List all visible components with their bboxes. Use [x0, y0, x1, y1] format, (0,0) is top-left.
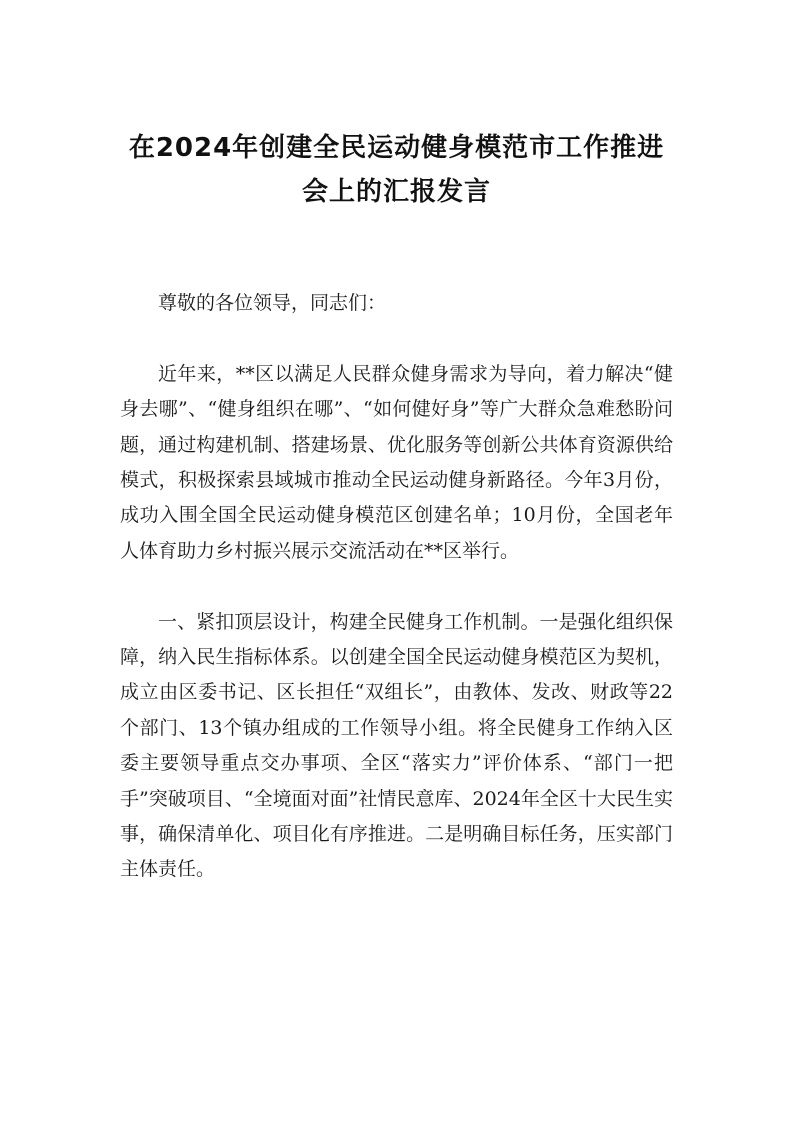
document-title: 在2024年创建全民运动健身模范市工作推进会上的汇报发言 [128, 133, 665, 207]
document-body [120, 286, 673, 888]
paragraph-intro: 近年来，**区以满足人民群众健身需求为导向，着力解决“健身去哪”、“健身组织在哪”、“如何健好身”等广大群众急难愁盼问题，通过构建机制、搭建场景、优化服务等创新公共体育资源供给模式，积极探索县域城市推动全民运动健身新路径。今年3月份，成功入围全国全民运动健身模范区创建名单；10月份，全国老年人体育助力乡村振兴展示交流活动在**区举行。 [120, 362, 673, 562]
paragraph-section-one: 一、紧扣顶层设计，构建全民健身工作机制。一是强化组织保障，纳入民生指标体系。以创建全国全民运动健身模范区为契机，成立由区委书记、区长担任“双组长”，由教体、发改、财政等22个部门、13个镇办组成的工作领导小组。将全民健身工作纳入区委主要领导重点交办事项、全区“落实力”评价体系、“部门一把手”突破项目、“全境面对面”社情民意库、2024年全区十大民生实事，确保清单化、项目化有序推进。二是明确目标任务，压实部门主体责任。 [120, 610, 673, 881]
salutation: 尊敬的各位领导，同志们： [158, 292, 387, 314]
